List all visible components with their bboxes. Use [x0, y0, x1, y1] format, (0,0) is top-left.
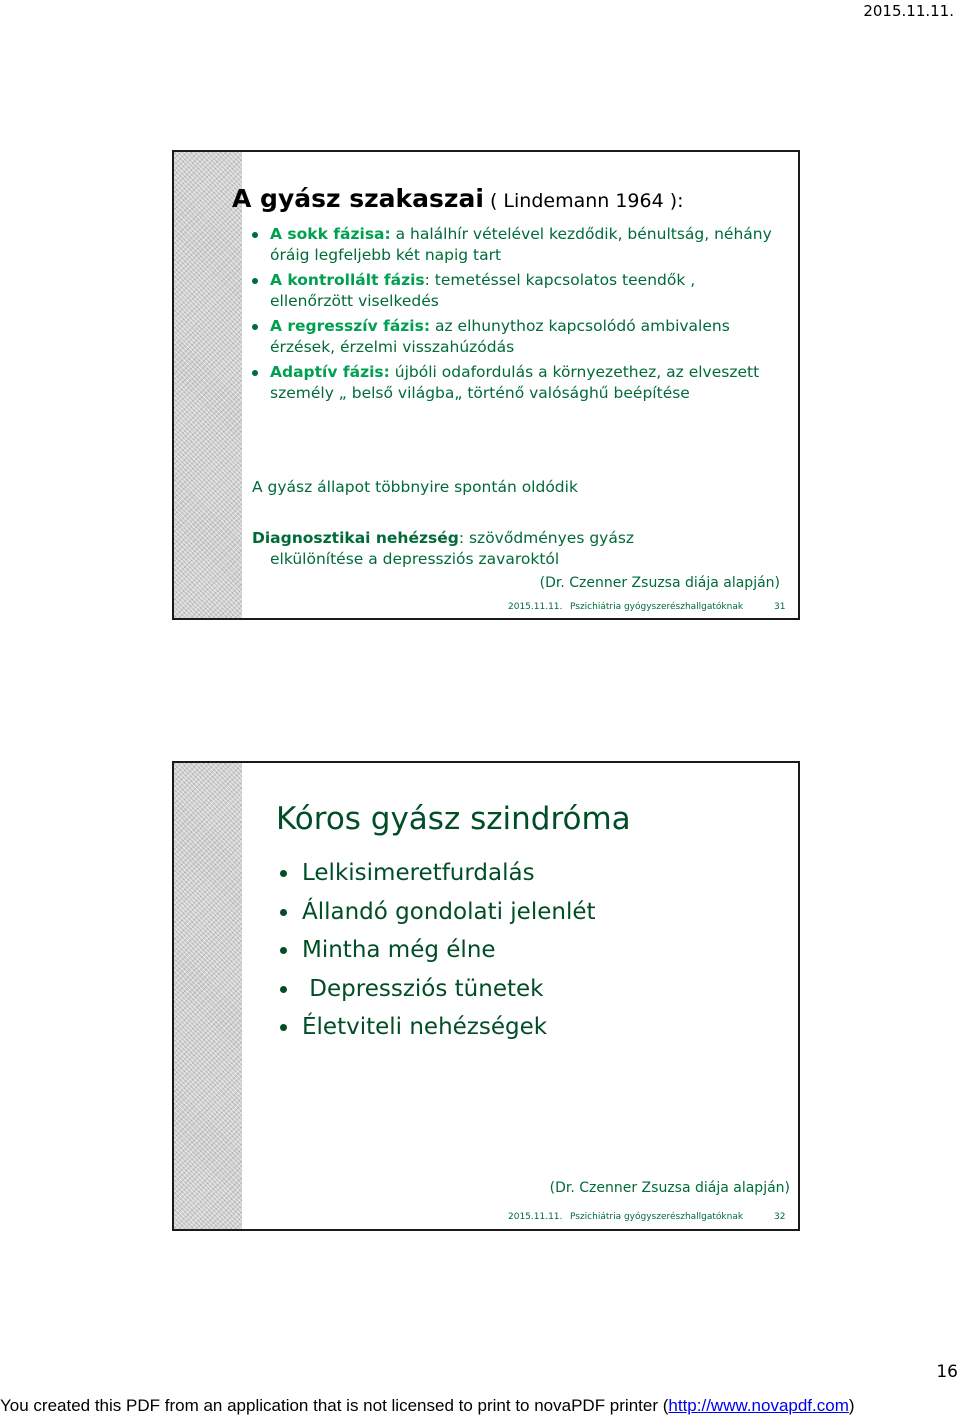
page-number: 16: [936, 1362, 958, 1382]
footer-slide-number: 32: [774, 1212, 786, 1222]
phase-text: : temetéssel kapcsolatos teendők , ellenőrzött viselkedés: [270, 271, 696, 310]
phase-label: A regresszív fázis:: [270, 317, 431, 335]
novapdf-link[interactable]: http://www.novapdf.com: [668, 1396, 849, 1415]
list-item: Állandó gondolati jelenlét: [280, 898, 596, 926]
diagnostic-text-1: : szövődményes gyász: [458, 529, 635, 547]
watermark-end: ): [848, 1396, 855, 1415]
diagnostic-difficulty-text: [252, 528, 782, 570]
phase-label: A kontrollált fázis: [270, 271, 425, 289]
footer-course: Pszichiátria gyógyszerészhallgatóknak: [570, 1212, 744, 1222]
slide-32: [172, 761, 800, 1231]
slide-title-main: A gyász szakaszai: [232, 184, 484, 213]
slide-title: [232, 184, 684, 213]
phase-label: A sokk fázisa:: [270, 225, 391, 243]
footer-date: 2015.11.11.: [508, 1212, 563, 1222]
phase-label: Adaptív fázis:: [270, 363, 390, 381]
slide-side-stripe: [174, 763, 242, 1229]
slide-credit: (Dr. Czenner Zsuzsa diája alapján): [549, 1180, 790, 1196]
list-item: [252, 270, 772, 312]
symptom-list: [280, 859, 596, 1052]
watermark-text: You created this PDF from an application that is not licensed to print to novaPDF printer (: [0, 1396, 669, 1415]
slide-side-stripe: [174, 152, 242, 618]
page-date: 2015.11.11.: [863, 2, 954, 20]
phase-text: a halálhír vételével kezdődik, bénultság, néhány óráig legfeljebb két napig tart: [270, 225, 772, 264]
novapdf-watermark: [0, 1396, 960, 1416]
list-item: Lelkisimeretfurdalás: [280, 859, 596, 887]
phase-list: [252, 224, 772, 408]
list-item: Mintha még élne: [280, 936, 596, 964]
phase-text: újbóli odafordulás a környezethez, az elveszett személy „ belső világba„ történő valósághű beépítése: [270, 363, 760, 402]
footer-course: Pszichiátria gyógyszerészhallgatóknak: [570, 602, 744, 612]
list-item: Életviteli nehézségek: [280, 1013, 596, 1041]
slide-credit: (Dr. Czenner Zsuzsa diája alapján): [539, 575, 780, 591]
list-item: [252, 224, 772, 266]
list-item: [252, 316, 772, 358]
phase-text: az elhunythoz kapcsolódó ambivalens érzések, érzelmi visszahúzódás: [270, 317, 730, 356]
diagnostic-text-2: elkülönítése a depressziós zavaroktól: [270, 550, 560, 568]
slide-title: Kóros gyász szindróma: [276, 801, 631, 837]
slide-title-subtitle: ( Lindemann 1964 ):: [483, 190, 684, 212]
footer-date: 2015.11.11.: [508, 602, 563, 612]
list-item: Depressziós tünetek: [280, 975, 596, 1003]
diagnostic-label: Diagnosztikai nehézség: [252, 529, 459, 547]
slide-31: [172, 150, 800, 620]
list-item: [252, 362, 772, 404]
spontaneous-resolution-text: A gyász állapot többnyire spontán oldódik: [252, 478, 578, 496]
footer-slide-number: 31: [774, 602, 786, 612]
